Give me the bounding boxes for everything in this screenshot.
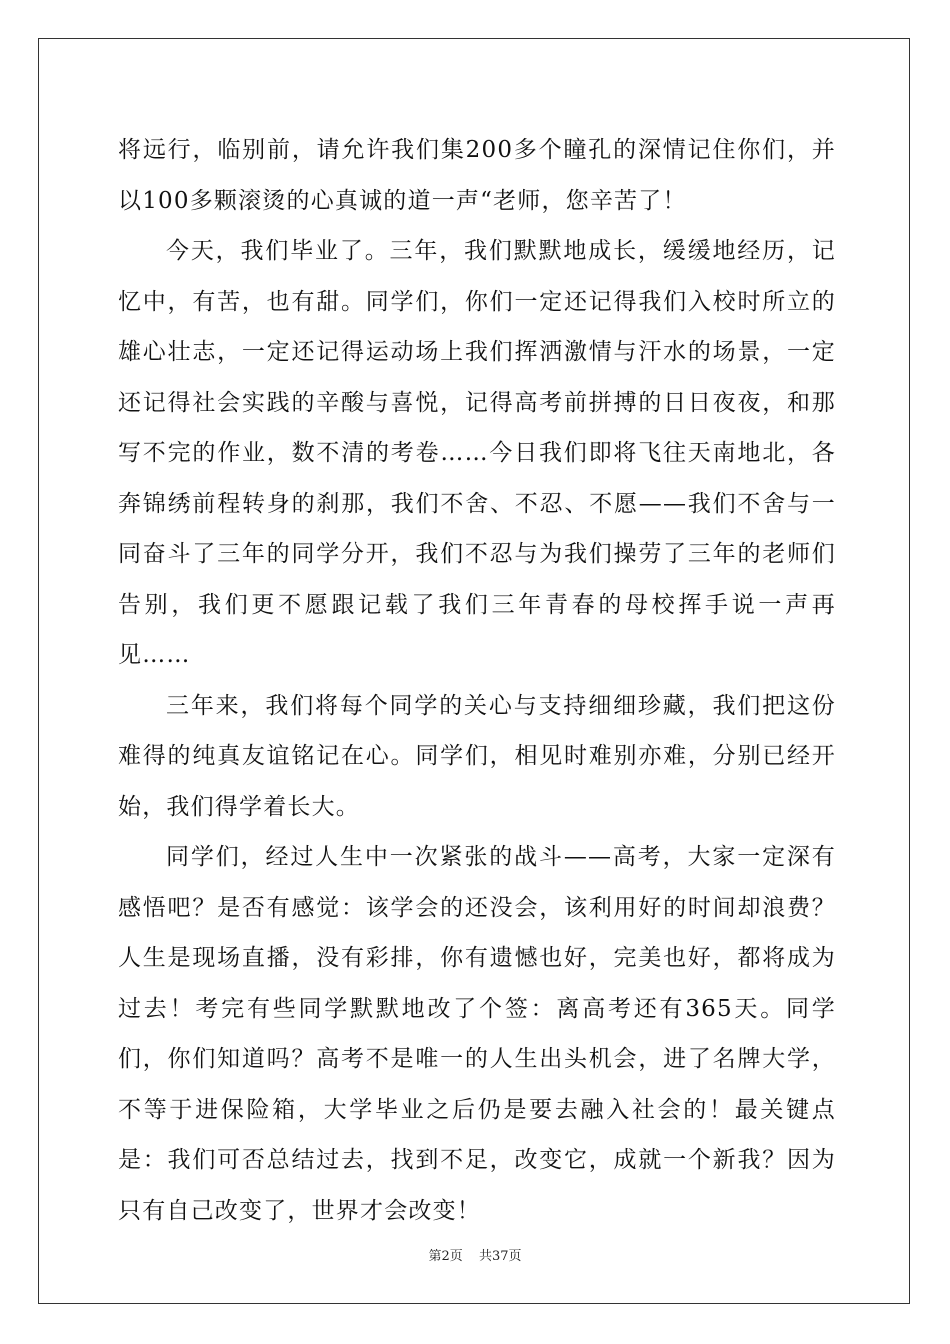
document-body (118, 125, 836, 1236)
paragraph-friendship: 三年来，我们将每个同学的关心与支持细细珍藏，我们把这份难得的纯真友谊铭记在心。同学们，相见时难别亦难，分别已经开始，我们得学着长大。 (118, 692, 836, 820)
paragraph-graduation: 今天，我们毕业了。三年，我们默默地成长，缓缓地经历，记忆中，有苦，也有甜。同学们，你们一定还记得我们入校时所立的雄心壮志，一定还记得运动场上我们挥洒激情与汗水的场景，一定还记得社会实践的辛酸与喜悦，记得高考前拼搏的日日夜夜，和那写不完的作业，数不清的考卷……今日我们即将飞往天南地北，各奔锦绣前程转身的刹那，我们不舍、不忍、不愿——我们不舍与一同奋斗了三年的同学分开，我们不忍与为我们操劳了三年的老师们告别，我们更不愿跟记载了我们三年青春的母校挥手说一声再见…… (118, 238, 836, 668)
page-number: 第2页 (428, 1249, 463, 1264)
total-pages: 共37页 (478, 1249, 522, 1264)
paragraph-continuation: 将远行，临别前，请允许我们集200多个瞳孔的深情记住你们，并以100多颗滚烫的心真诚的道一声“老师，您辛苦了！ (118, 137, 836, 214)
page-footer (0, 1245, 950, 1264)
paragraph-exam-reflection: 同学们，经过人生中一次紧张的战斗——高考，大家一定深有感悟吧？是否有感觉：该学会的还没会，该利用好的时间却浪费？人生是现场直播，没有彩排，你有遗憾也好，完美也好，都将成为过去！考完有些同学默默地改了个签：离高考还有365天。同学们，你们知道吗？高考不是唯一的人生出头机会，进了名牌大学，不等于进保险箱，大学毕业之后仍是要去融入社会的！最关键点是：我们可否总结过去，找到不足，改变它，成就一个新我？因为只有自己改变了，世界才会改变！ (118, 844, 836, 1224)
